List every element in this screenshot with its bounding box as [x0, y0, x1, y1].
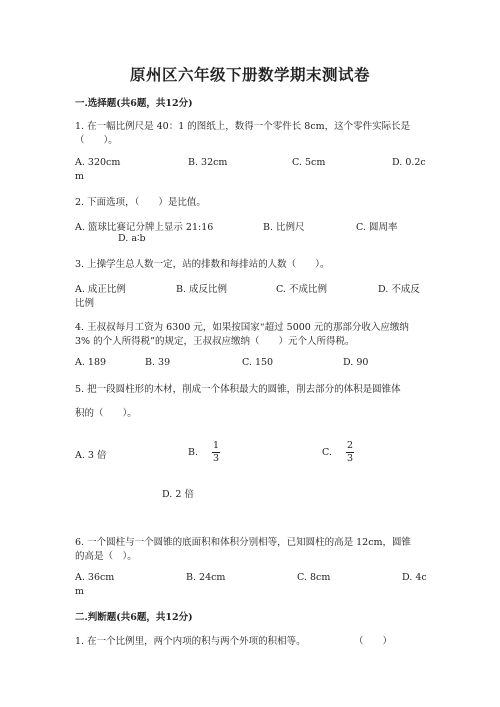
question-4-stem-cont: 3% 的个人所得税”的规定，王叔叔应缴纳（ ）元个人所得税。 — [75, 336, 355, 347]
question-3-option-a[interactable]: A. 成正比例 — [75, 284, 126, 295]
fraction-denominator: 3 — [346, 452, 354, 464]
section-heading-judgement: 二.判断题(共6题，共12分) — [75, 612, 193, 623]
question-4-option-c[interactable]: C. 150 — [242, 357, 274, 368]
question-5-option-b[interactable]: B. — [188, 447, 199, 458]
question-5-option-c-fraction — [346, 441, 354, 464]
question-6-stem-cont: 的高是（ ）。 — [75, 551, 137, 562]
question-1-stem-cont: （ ）。 — [75, 135, 118, 146]
question-5-stem: 5. 把一段圆柱形的木材，削成一个体积最大的圆锥，削去部分的体积是圆锥体 — [75, 384, 401, 395]
question-5-option-d[interactable]: D. 2 倍 — [162, 489, 194, 500]
question-5-option-a[interactable]: A. 3 倍 — [75, 450, 107, 461]
question-5-option-c[interactable]: C. — [322, 447, 332, 458]
question-3-option-d-wrap: 比例 — [75, 298, 95, 309]
question-2-stem: 2. 下面选项，（ ）是比值。 — [75, 197, 206, 208]
question-3-option-b[interactable]: B. 成反比例 — [176, 284, 228, 295]
question-6-option-b[interactable]: B. 24cm — [186, 572, 226, 583]
question-6-option-c[interactable]: C. 8cm — [297, 572, 331, 583]
question-4-option-d[interactable]: D. 90 — [343, 357, 369, 368]
question-1-option-b[interactable]: B. 32cm — [188, 157, 228, 168]
question-1-option-a[interactable]: A. 320cm — [75, 157, 121, 168]
question-1-stem: 1. 在一幅比例尺是 40：1 的图纸上，数得一个零件长 8cm，这个零件实际长是 — [75, 121, 411, 132]
judgement-1-answer-blank[interactable]: （ ） — [354, 636, 393, 647]
page-title: 原州区六年级下册数学期末测试卷 — [129, 65, 370, 84]
judgement-1-stem: 1. 在一个比例里，两个内项的积与两个外项的积相等。 — [75, 636, 306, 647]
question-5-option-b-fraction — [212, 441, 220, 464]
question-2-option-d[interactable]: D. a∶b — [118, 233, 146, 244]
question-3-option-d[interactable]: D. 不成反 — [378, 284, 420, 295]
question-4-option-a[interactable]: A. 189 — [75, 357, 107, 368]
question-1-option-c[interactable]: C. 5cm — [292, 157, 326, 168]
question-6-option-d[interactable]: D. 4c — [402, 572, 427, 583]
question-3-option-c[interactable]: C. 不成比例 — [276, 284, 327, 295]
question-2-option-b[interactable]: B. 比例尺 — [263, 222, 305, 233]
question-1-option-d-wrap: m — [75, 171, 85, 182]
question-1-option-d[interactable]: D. 0.2c — [392, 157, 426, 168]
question-3-stem: 3. 上操学生总人数一定，站的排数和每排站的人数（ ）。 — [75, 259, 330, 270]
question-5-stem-cont: 积的（ ）。 — [75, 408, 137, 419]
section-heading-choice: 一.选择题(共6题，共12分) — [75, 98, 193, 109]
question-6-option-d-wrap: m — [75, 586, 85, 597]
question-2-option-a[interactable]: A. 篮球比赛记分牌上显示 21:16 — [75, 222, 214, 233]
fraction-numerator: 2 — [346, 440, 354, 451]
fraction-denominator: 3 — [212, 452, 220, 464]
fraction-numerator: 1 — [212, 440, 220, 451]
question-2-option-c[interactable]: C. 圆周率 — [356, 222, 398, 233]
question-6-option-a[interactable]: A. 36cm — [75, 572, 115, 583]
question-4-option-b[interactable]: B. 39 — [145, 357, 171, 368]
question-4-stem: 4. 王叔叔每月工资为 6300 元，如果按国家“超过 5000 元的那部分收入应缴纳 — [75, 322, 409, 333]
question-6-stem: 6. 一个圆柱与一个圆锥的底面积和体积分别相等，已知圆柱的高是 12cm，圆锥 — [75, 537, 412, 548]
